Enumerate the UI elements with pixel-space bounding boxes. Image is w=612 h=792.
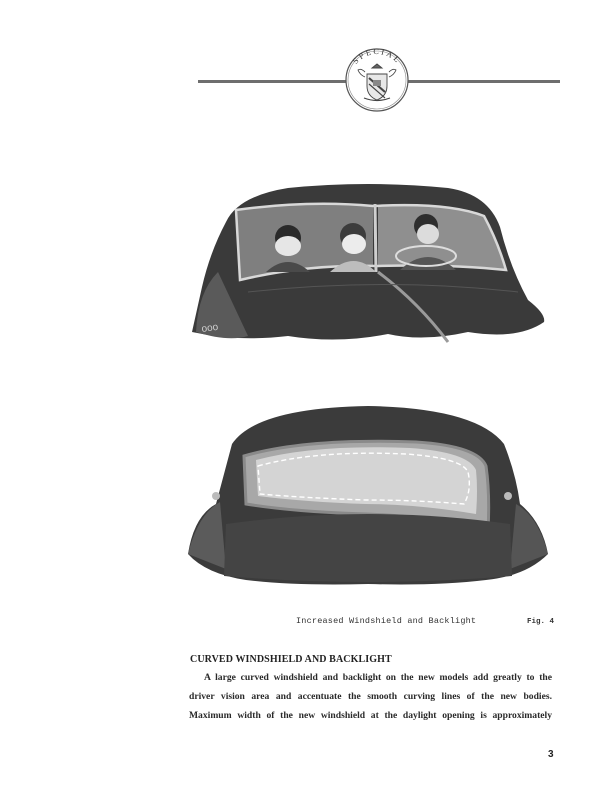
special-emblem	[338, 40, 416, 118]
figure-caption: Increased Windshield and Backlight	[296, 616, 477, 626]
rear-backlight-photo	[186, 404, 550, 586]
header-rule-left	[198, 80, 346, 83]
figure-label: Fig. 4	[527, 618, 555, 626]
header-rule-right	[408, 80, 560, 83]
body-line: Maximum width of the new windshield at the daylight opening is approximately	[189, 710, 552, 721]
page-number: 3	[548, 749, 554, 760]
section-heading: CURVED WINDSHIELD AND BACKLIGHT	[190, 654, 392, 665]
front-windshield-photo	[188, 182, 546, 346]
emblem-text: SPECIAL	[351, 46, 403, 66]
body-line: driver vision area and accentuate the smooth curving lines of the new bodies.	[189, 691, 552, 702]
body-line: A large curved windshield and backlight on the new models add greatly to the	[204, 672, 552, 683]
section-body	[189, 668, 552, 725]
svg-text:ooo: ooo	[200, 321, 219, 335]
